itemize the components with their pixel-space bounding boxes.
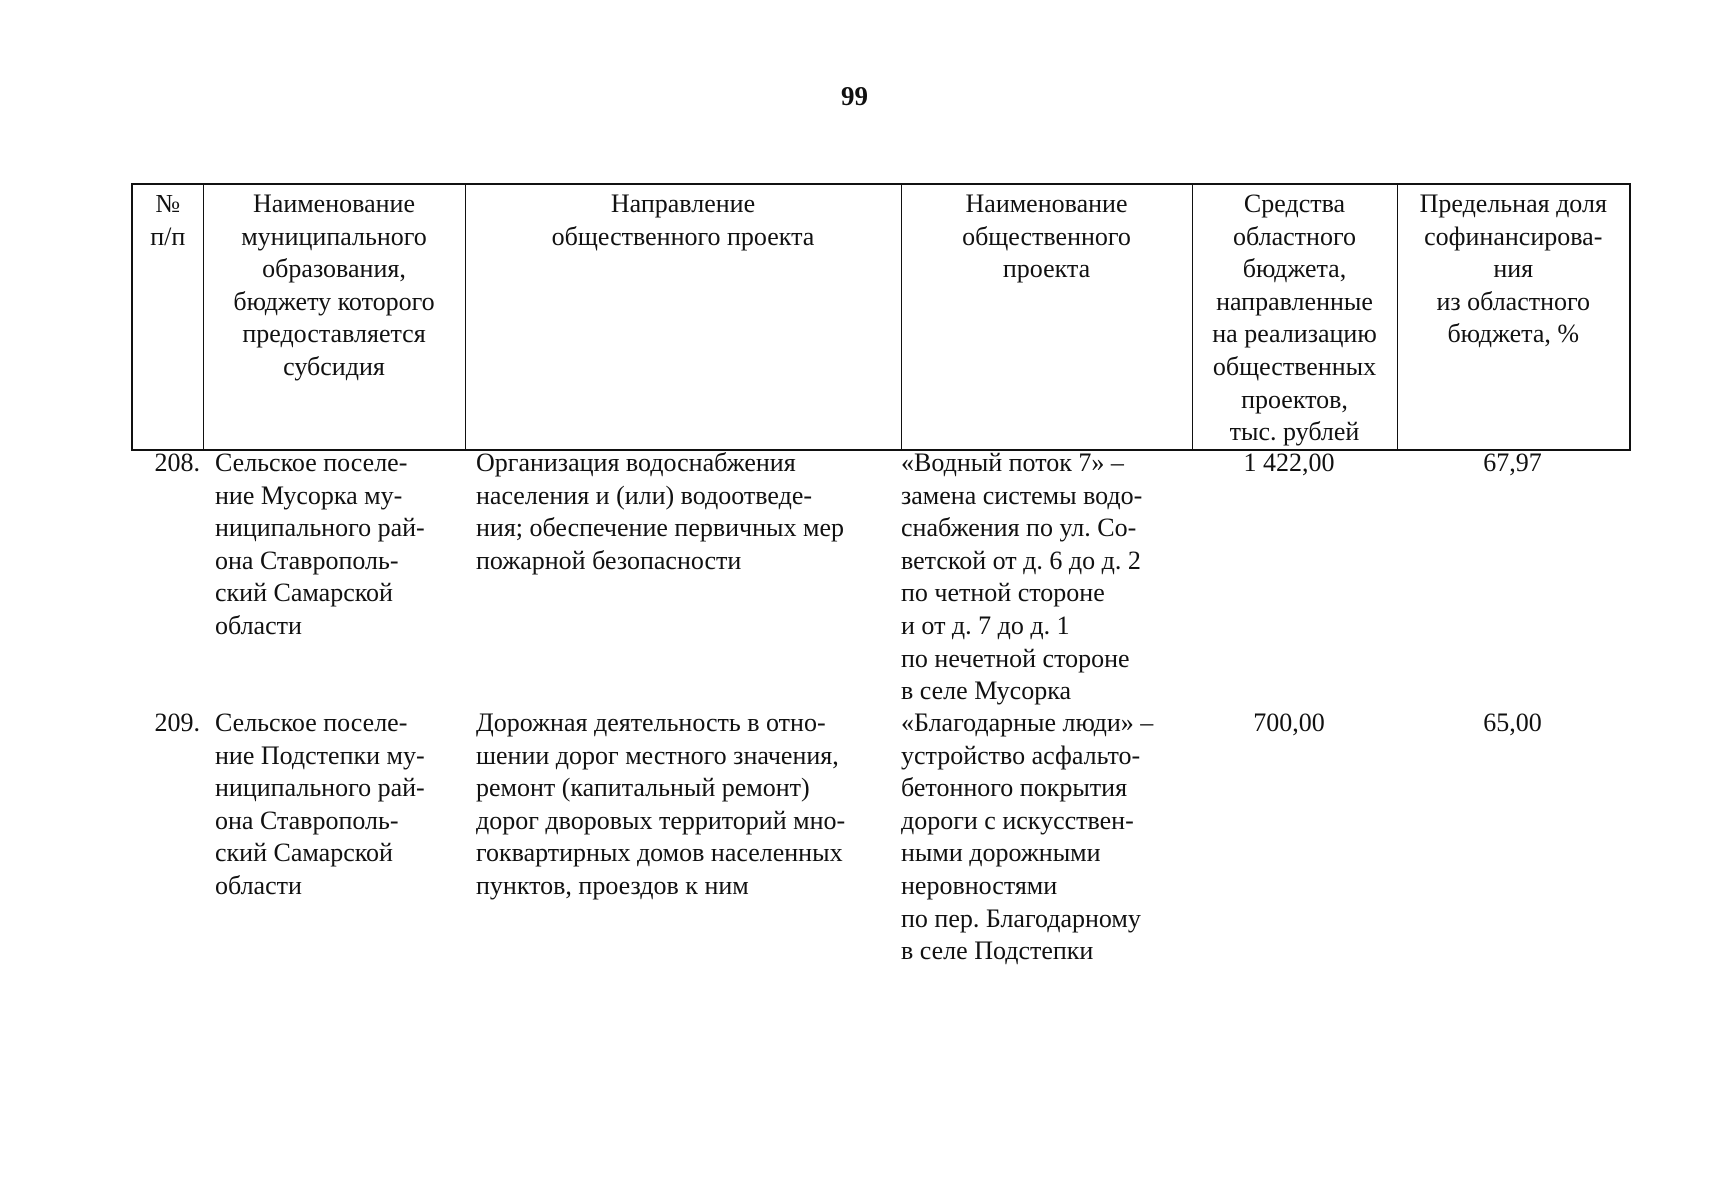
- table-header: [131, 183, 1631, 451]
- header-budget-funds: Средства областного бюджета, направленные на реализацию общественных проектов, тыс. рублей: [1192, 184, 1397, 450]
- page-number: 99: [841, 81, 868, 111]
- header-number: № п/п: [132, 184, 203, 450]
- row-budget-funds: 1 422,00: [1243, 448, 1335, 477]
- row-cofinancing-share: 67,97: [1483, 448, 1542, 477]
- row-number: 209.: [154, 708, 200, 737]
- header-row: [132, 184, 1630, 450]
- header-cofinancing-share: Предельная доля софинансирова- ния из областного бюджета, %: [1397, 184, 1630, 450]
- row-project-name: «Благодарные люди» – устройство асфальто- бетонного покрытия дороги с искусствен- ными дорожными неровностями по пер. Благодарному в селе Подстепки: [901, 708, 1154, 966]
- row-cofinancing-share: 65,00: [1483, 708, 1542, 737]
- table-row: [131, 447, 1629, 707]
- row-municipality: Сельское поселе- ние Мусорка му- ниципального рай- она Ставрополь- ский Самарской области: [215, 448, 425, 640]
- row-project-direction: Организация водоснабжения населения и (или) водоотведе- ния; обеспечение первичных мер пожарной безопасности: [476, 448, 845, 575]
- row-municipality: Сельское поселе- ние Подстепки му- ниципального рай- она Ставрополь- ский Самарской области: [215, 708, 425, 900]
- row-project-name: «Водный поток 7» – замена системы водо- снабжения по ул. Со- ветской от д. 6 до д. 2 по четной стороне и от д. 7 до д. 1 по нечетной стороне в селе Мусорка: [901, 448, 1143, 706]
- header-municipality: Наименование муниципального образования, бюджету которого предоставляется субсидия: [203, 184, 465, 450]
- header-project-direction: Направление общественного проекта: [465, 184, 901, 450]
- header-project-name: Наименование общественного проекта: [901, 184, 1192, 450]
- table-row: [131, 707, 1629, 967]
- row-number: 208.: [154, 448, 200, 477]
- row-project-direction: Дорожная деятельность в отно- шении дорог местного значения, ремонт (капитальный ремонт) дорог дворовых территорий мно- гоквартирных домов населенных пунктов, проездов к ним: [476, 708, 846, 900]
- row-budget-funds: 700,00: [1253, 708, 1325, 737]
